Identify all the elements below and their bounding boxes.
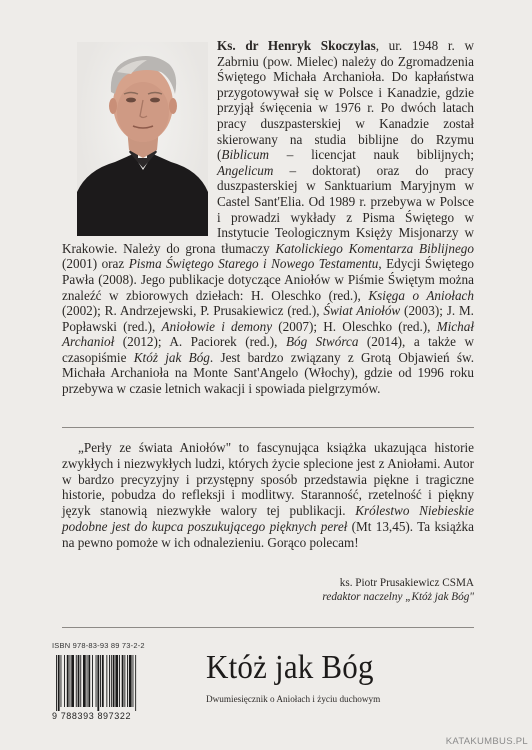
barcode-bar <box>80 655 81 707</box>
barcode-bar <box>61 655 62 707</box>
barcode-bar <box>113 655 115 707</box>
barcode-bar <box>83 655 86 707</box>
bio-title: Księga o Aniołach <box>368 287 474 303</box>
barcode-bar <box>106 655 107 707</box>
barcode-bar <box>122 655 124 707</box>
barcode-bar <box>56 655 57 711</box>
bio-text: , ur. 1948 r. w Zabrniu (pow. Mielec) należy do Zgromadzenia Świętego Michała Archanioła. Do kapłaństwa przygotowywał się w Polsce i Kanadzie, gdzie przyjął święcenia w 1976 r. Po dwóch latach pracy duszpasterskiej w Kanadzie został skierowany na studia biblijne do Rzymu ( <box>217 38 474 163</box>
bio-title: Michał Archanioł <box>62 318 475 350</box>
barcode-bar <box>78 655 80 707</box>
bio-title: Angelicum <box>217 162 274 178</box>
barcode-bar <box>102 655 104 707</box>
review-signature <box>322 576 474 604</box>
bio-text: (2007); H. Oleschko (red.), <box>272 318 437 334</box>
barcode-bar <box>135 655 136 711</box>
divider-bottom <box>62 627 474 628</box>
bio-title: Bóg Stwórca <box>285 334 359 350</box>
review-text-part: (Mt 13,45). Ta książka na pewno pomoże w ich odnalezieniu. Gorąco polecam! <box>62 518 474 550</box>
bio-text: (2012); A. Paciorek (red.), <box>114 334 286 350</box>
barcode-bar <box>109 655 110 707</box>
bio-text: – licencjat nauk biblijnych; <box>269 147 474 163</box>
bio-title: Katolickiego Komentarza Biblijnego <box>275 240 474 256</box>
bio-text: (2001) oraz <box>62 256 129 272</box>
bio-title: Biblicum <box>221 147 270 163</box>
bio-text: (2002); R. Andrzejewski, P. Prusakiewicz (red.), <box>62 303 324 319</box>
bio-text: (2003); J. M. Popławski (red.), <box>62 303 474 334</box>
review-text-part: „Perły ze świata Aniołów" to fascynująca książka ukazująca historie zwykłych i niezwykłych ludzi, których życie splecione jest z Aniołami. Autor w bardzo precyzyjny i przystępny sposób przedstawia piękne i tragiczne historie, pobudza do refleksji i modlitwy. Staranność, rzetelność i piękny język stanowią niezwykłe walory tej publikacji. <box>62 440 474 519</box>
bio-text: . Jest bardzo związany z Grotą Objawień św. Michała Archanioła na Monte Sant'Angelo (Włochy), gdzie od 1996 roku przebywa w czasie letnich wakacji i spowiada pielgrzymów. <box>62 349 474 397</box>
barcode-bar <box>127 655 128 707</box>
barcode-bar <box>67 655 69 707</box>
bio-title: Pisma Świętego Starego i Nowego Testamentu <box>128 256 379 272</box>
review-quote: Królestwo Niebieskie podobne jest do kupca poszukującego pięknych pereł <box>62 503 474 534</box>
signature-role: redaktor naczelny „Któż jak Bóg" <box>322 591 474 603</box>
bio-text: (2014), a także w czasopiśmie <box>62 334 474 365</box>
bio-title: Świat Aniołów <box>323 303 401 319</box>
barcode-bar <box>76 655 77 707</box>
review-text <box>62 440 474 551</box>
isbn-label: ISBN 978-83-93 89 73-2-2 <box>52 641 145 650</box>
barcode-bar <box>133 655 134 707</box>
barcode-bar <box>58 655 60 711</box>
barcode-bar <box>100 655 101 707</box>
barcode-bar <box>64 655 65 707</box>
bio-title: Któż jak Bóg <box>133 349 210 365</box>
barcode-block <box>52 641 165 728</box>
barcode-bar <box>129 655 132 707</box>
barcode-bar <box>115 655 118 707</box>
signature-author: ks. Piotr Prusakiewicz CSMA <box>339 577 474 589</box>
barcode-bar <box>96 655 97 707</box>
magazine-subtitle: Dwumiesięcznik o Aniołach i życiu duchowym <box>206 694 381 704</box>
author-name: Ks. dr Henryk Skoczylas <box>217 38 376 53</box>
divider-top <box>62 427 474 428</box>
barcode-digits: 9 788393 897322 <box>52 711 132 721</box>
magazine-logo-title: Któż jak Bóg <box>206 648 374 686</box>
barcode-bar <box>97 655 99 711</box>
barcode-bar <box>88 655 90 707</box>
barcode-bar <box>124 655 125 707</box>
bio-text: – doktorat) oraz do pracy duszpasterskiej w Sanktuarium Maryjnym w Castel Sant'Elia. Od 1989 r. przebywa w Polsce i prowadzi wykłady z Pisma Świętego w Instytucie Teologicznym Księży Misjonarzy w Krakowie. Należy do grona tłumaczy <box>62 162 474 256</box>
barcode-bar <box>92 655 93 707</box>
barcode-image <box>52 655 165 711</box>
bio-title: Aniołowie i demony <box>161 318 273 334</box>
barcode-bar <box>87 655 88 707</box>
barcode-bar <box>70 655 71 707</box>
barcode-bar <box>119 655 120 707</box>
barcode-bar <box>71 655 74 707</box>
author-biography <box>62 38 474 397</box>
watermark: KATAKUMBUS.PL <box>445 736 528 747</box>
barcode-bar <box>111 655 112 707</box>
bio-text: , Edycji Świętego Pawła (2008). Jego publikacje dotyczące Aniołów w Piśmie Świętym można znaleźć w zbiorowych dziełach: H. Oleschko (red.), <box>62 256 474 303</box>
